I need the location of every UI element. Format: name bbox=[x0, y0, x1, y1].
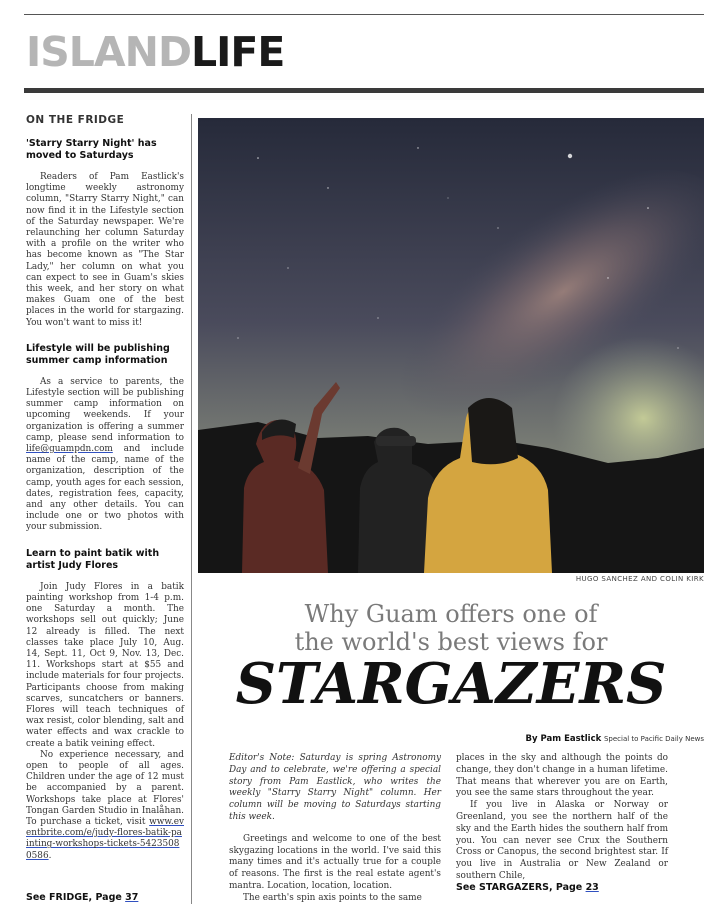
brief-body-starry: Readers of Pam Eastlick's longtime weekly astronomy column, "Starry Starry Night," can now find it in the Lifestyle section of the Saturday newspaper. We're relaunching her column Saturday with a profile on the writer who has become known as "The Star Lady," her column on what you can expect to see in Guam's skies this week, and her story on what makes Guam one of the best places in the world for stargazing. You won't want to miss it! bbox=[26, 172, 184, 328]
byline-source: Special to Pacific Daily News bbox=[603, 735, 704, 743]
photo-credit: HUGO SANCHEZ AND COLIN KIRK bbox=[575, 575, 704, 583]
story-headline bbox=[198, 600, 704, 656]
story-byline bbox=[198, 734, 704, 744]
section-masthead bbox=[26, 30, 284, 74]
fridge-page-link[interactable]: 37 bbox=[125, 892, 139, 903]
night-sky-illustration bbox=[198, 118, 704, 573]
story-paragraph: If you live in Alaska or Norway or Greenland, you see the northern half of the sky and the Earth hides the southern half from you. You can never see Crux the Southern Cross or Canopus, the second brightest star. If you live in Australia or New Zealand or southern Chile, bbox=[456, 800, 668, 881]
fridge-sidebar bbox=[26, 114, 184, 862]
story-column-1 bbox=[229, 753, 441, 905]
story-paragraph: Greetings and welcome to one of the best skygazing locations in the world. I've said this many times and it's actually true for a couple of reasons. The first is the real estate agent's mantra. Location, location, location. bbox=[229, 833, 441, 891]
brief-headline-starry: 'Starry Starry Night' has moved to Saturdays bbox=[26, 138, 157, 161]
headline-line-2: the world's best views for bbox=[294, 628, 608, 656]
byline-name: By Pam Eastlick bbox=[525, 734, 602, 744]
brief-body-batik: Join Judy Flores in a batik painting workshop from 1-4 p.m. one Saturday a month. The workshops sell out quickly; June 12 already is filled. The next classes take place July 10, Aug. 14, Sept. 11, Oct 9, Nov. 13, Dec. 11. Workshops start at $55 and include materials for four projects. Participants choose from making scarves, suncatchers or banners. Flores will teach techniques of wax resist, color blending, salt and water effects and wax crackle to create a batik veining effect. No experience necessary, and open to people of all ages. Children under the age of 12 must be accompanied by a parent. Workshops take place at Flores' Tongan Garden Studio in Inalåhan. To purchase a ticket, visit www.eventbrite.com/e/judy-flores-batik-painting-workshops-tickets-54235080586. bbox=[26, 581, 184, 861]
editors-note: Editor's Note: Saturday is spring Astronomy Day and to celebrate, we're offering a special story from Pam Eastlick, who writes the weekly "Starry Starry Night" column. Her column will be moving to Saturdays starting this week. bbox=[229, 753, 441, 822]
story-column-2 bbox=[456, 753, 668, 883]
top-rule bbox=[24, 14, 704, 15]
sidebar-kicker: ON THE FRIDGE bbox=[26, 114, 125, 126]
fridge-jump-line: See FRIDGE, Page 37 bbox=[26, 892, 139, 903]
masthead-rule bbox=[24, 88, 704, 93]
ticket-url-link[interactable]: www.eventbrite.com/e/judy-flores-batik-painting-workshops-tickets-54235080586 bbox=[26, 816, 184, 861]
email-link[interactable]: life@guampdn.com bbox=[26, 444, 113, 455]
masthead-life: LIFE bbox=[191, 28, 285, 76]
story-paragraph: The earth's spin axis points to the same bbox=[243, 892, 422, 903]
masthead-island: ISLAND bbox=[26, 28, 191, 76]
column-divider bbox=[191, 114, 192, 904]
stargazers-jump-line: See STARGAZERS, Page 23 bbox=[456, 882, 599, 893]
story-paragraph: places in the sky and although the points do change, they don't change in a human lifetime. That means that wherever you are on Earth, you see the same stars throughout the year. bbox=[456, 753, 668, 799]
brief-body-camp: As a service to parents, the Lifestyle section will be publishing summer camp information on upcoming weekends. If your organization is offering a summer camp, please send information to life@guampdn.com and include name of the camp, name of the organization, description of the camp, youth ages for each session, dates, registration fees, capacity, and any other details. You can include one or two photos with your submission. bbox=[26, 376, 184, 533]
headline-line-1: Why Guam offers one of bbox=[304, 600, 598, 628]
headline-stargazers: STARGAZERS bbox=[235, 651, 667, 717]
brief-headline-camp: Lifestyle will be publishing summer camp information bbox=[26, 342, 170, 366]
stargazing-photo bbox=[198, 118, 704, 573]
stargazers-page-link[interactable]: 23 bbox=[585, 882, 599, 893]
brief-headline-batik: Learn to paint batik with artist Judy Flores bbox=[26, 547, 160, 571]
